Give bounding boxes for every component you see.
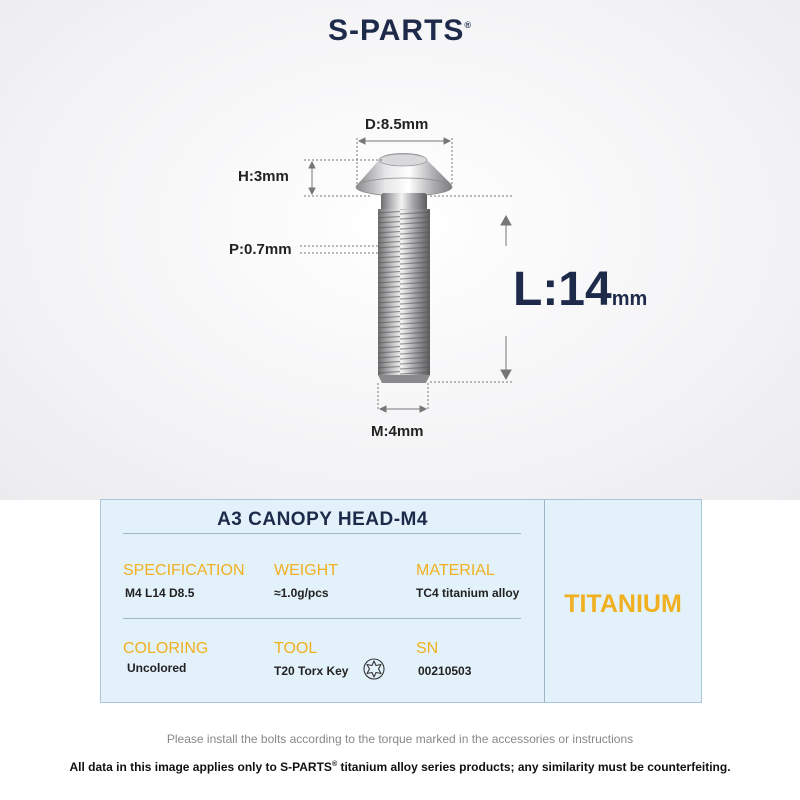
- coloring-label: COLORING: [123, 640, 209, 657]
- tool-label: TOOL: [274, 640, 318, 657]
- brand-logo: S-PARTS®: [327, 14, 473, 47]
- row-divider: [123, 618, 521, 619]
- material-highlight: TITANIUM: [564, 590, 682, 618]
- pitch-label: P:0.7mm: [229, 241, 292, 258]
- weight-label: WEIGHT: [274, 562, 338, 579]
- sn-value: 00210503: [418, 664, 472, 678]
- disclaimer: All data in this image applies only to S-PARTS® titanium alloy series products; any similarity must be counterfeiting.: [69, 760, 731, 774]
- install-note: Please install the bolts according to the torque marked in the accessories or instructions: [166, 732, 634, 746]
- head-height-label: H:3mm: [238, 168, 289, 185]
- thread-size-label: M:4mm: [371, 423, 424, 440]
- bolt-head: [356, 153, 452, 196]
- product-title: A3 CANOPY HEAD-M4: [217, 509, 428, 530]
- tool-value: T20 Torx Key: [274, 664, 349, 678]
- head-diameter-label: D:8.5mm: [365, 116, 429, 133]
- bolt-shank: [378, 193, 430, 383]
- specification-label: SPECIFICATION: [123, 562, 245, 579]
- title-underline: [123, 533, 521, 534]
- sn-label: SN: [416, 640, 439, 657]
- torx-icon: [363, 658, 385, 680]
- material-value: TC4 titanium alloy: [416, 586, 520, 600]
- specification-value: M4 L14 D8.5: [125, 586, 195, 600]
- length-label: L:14mm: [513, 263, 648, 316]
- material-label: MATERIAL: [416, 562, 495, 579]
- coloring-value: Uncolored: [127, 661, 187, 675]
- spec-panel: [100, 499, 702, 703]
- weight-value: ≈1.0g/pcs: [274, 586, 329, 600]
